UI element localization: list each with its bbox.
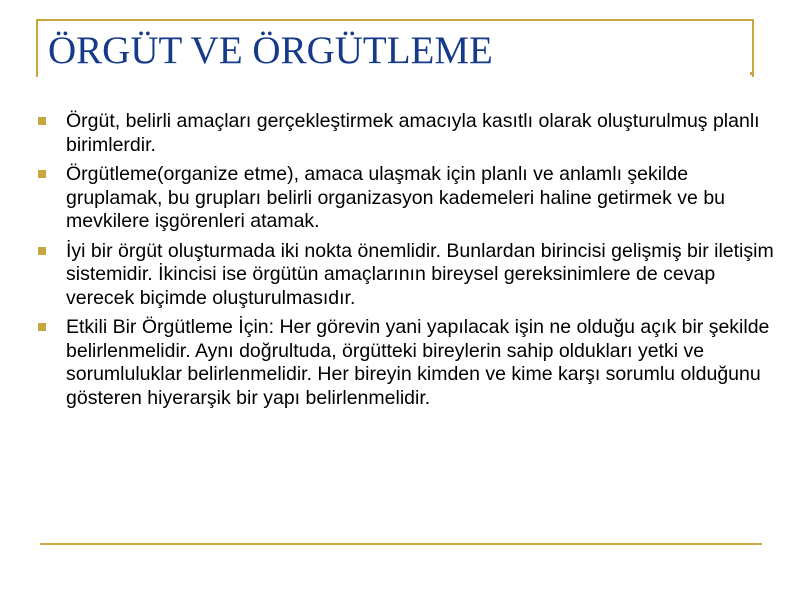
bullet-text: Örgütleme(organize etme), amaca ulaşmak için planlı ve anlamlı şekilde gruplamak, bu grupları belirli organizasyon kademeleri haline getirmek ve bu mevkilere işgörenleri atamak. (66, 163, 726, 232)
square-bullet-icon (38, 170, 46, 178)
bullet-list (36, 110, 776, 416)
bullet-text: İyi bir örgüt oluşturmada iki nokta önemlidir. Bunlardan birincisi gelişmiş bir iletişim sistemidir. İkincisi ise örgütün amaçlarının bireysel gereksinimlere de cevap verecek biçimde oluşturulmasıdır. (66, 239, 774, 309)
square-bullet-icon (38, 247, 46, 255)
title-frame-top-line (36, 19, 754, 21)
bullet-item (36, 316, 776, 410)
square-bullet-icon (38, 117, 46, 125)
title-frame-right-line (752, 19, 754, 77)
bottom-divider-line (40, 543, 762, 545)
title-frame-left-line (36, 19, 38, 77)
bullet-text: Örgüt, belirli amaçları gerçekleştirmek amacıyla kasıtlı olarak oluşturulmuş planlı birimlerdir. (66, 110, 760, 156)
square-bullet-icon (38, 323, 46, 331)
bullet-item (36, 110, 776, 157)
bullet-item (36, 240, 776, 311)
title-frame-dot (750, 72, 753, 75)
slide-title: ÖRGÜT VE ÖRGÜTLEME (48, 29, 493, 72)
bullet-item (36, 163, 776, 234)
bullet-text: Etkili Bir Örgütleme İçin: Her görevin yani yapılacak işin ne olduğu açık bir şekilde belirlenmelidir. Aynı doğrultuda, örgütteki bireylerin sahip oldukları yetki ve sorumluluklar belirlenmelidir. Her bireyin kimden ve kime karşı sorumlu olduğunu gösteren hiyerarşik bir yapı belirlenmelidir. (66, 316, 770, 409)
